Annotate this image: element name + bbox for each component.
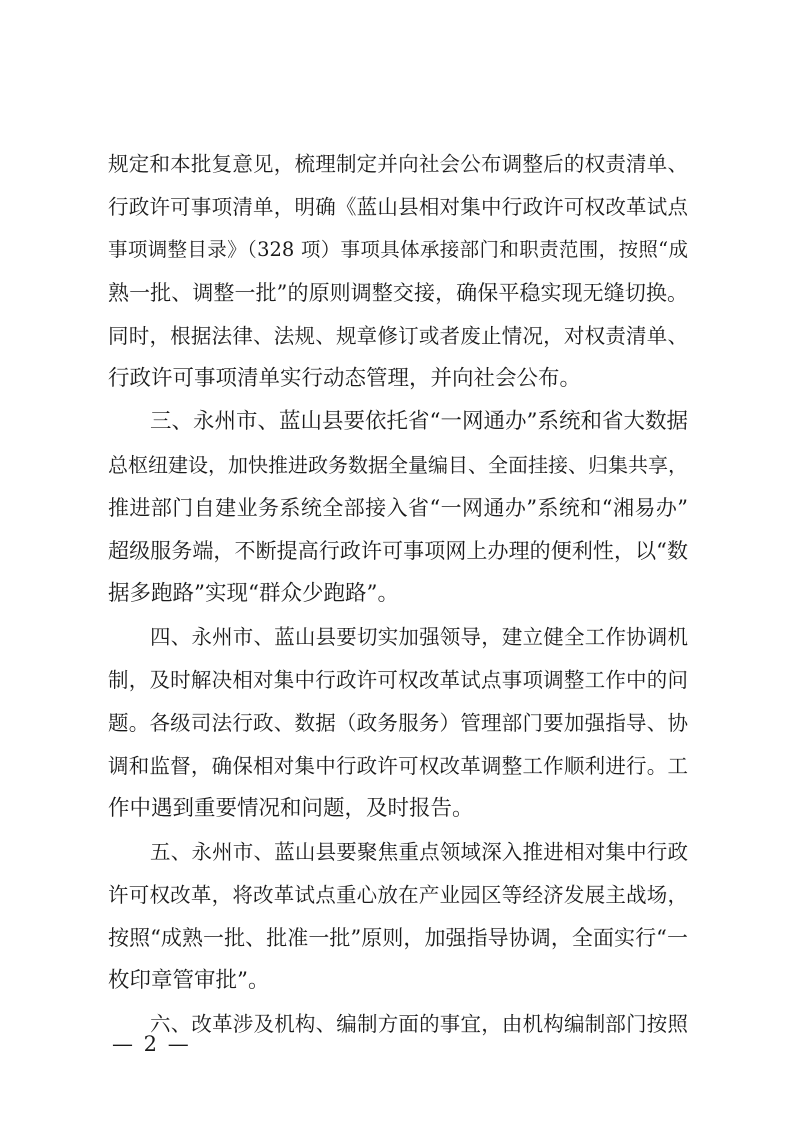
paragraph-6-first-line: 六、改革涉及机构、编制方面的事宜，由机构编制部门按照 bbox=[150, 1012, 688, 1036]
text-line: 制，及时解决相对集中行政许可权改革试点事项调整工作中的问 bbox=[108, 668, 688, 692]
text-line: 调和监督，确保相对集中行政许可权改革调整工作顺利进行。工 bbox=[108, 754, 688, 778]
page-number: — 2 — bbox=[112, 1032, 191, 1056]
text-line: 据多跑路”实现“群众少跑路”。 bbox=[108, 581, 399, 606]
text-line: 总枢纽建设，加快推进政务数据全量编目、全面挂接、归集共享， bbox=[108, 453, 688, 477]
text-line: 同时，根据法律、法规、规章修订或者废止情况，对权责清单、 bbox=[108, 324, 688, 348]
text-line: 推进部门自建业务系统全部接入省“一网通办”系统和“湘易办” bbox=[108, 496, 688, 520]
text-line: 规定和本批复意见，梳理制定并向社会公布调整后的权责清单、 bbox=[108, 152, 688, 176]
paragraph-4-first-line: 四、永州市、蓝山县要切实加强领导，建立健全工作协调机 bbox=[150, 625, 688, 649]
text-line: 行政许可事项清单，明确《蓝山县相对集中行政许可权改革试点 bbox=[108, 195, 688, 219]
text-line: 熟一批、调整一批”的原则调整交接，确保平稳实现无缝切换。 bbox=[108, 281, 688, 305]
text-line: 作中遇到重要情况和问题，及时报告。 bbox=[108, 796, 474, 821]
text-line: 枚印章管审批”。 bbox=[108, 968, 270, 993]
text-line: 超级服务端，不断提高行政许可事项网上办理的便利性，以“数 bbox=[108, 539, 688, 563]
text-line: 行政许可事项清单实行动态管理，并向社会公布。 bbox=[108, 366, 582, 391]
paragraph-3-first-line: 三、永州市、蓝山县要依托省“一网通办”系统和省大数据 bbox=[150, 409, 688, 434]
text-line: 按照“成熟一批、批准一批”原则，加强指导协调，全面实行“一 bbox=[108, 926, 688, 950]
text-line: 题。各级司法行政、数据（政务服务）管理部门要加强指导、协 bbox=[108, 711, 688, 735]
paragraph-5-first-line: 五、永州市、蓝山县要聚焦重点领域深入推进相对集中行政 bbox=[150, 840, 688, 864]
text-line: 事项调整目录》（328 项）事项具体承接部门和职责范围，按照“成 bbox=[108, 238, 688, 261]
text-line: 许可权改革，将改革试点重心放在产业园区等经济发展主战场， bbox=[108, 883, 688, 907]
